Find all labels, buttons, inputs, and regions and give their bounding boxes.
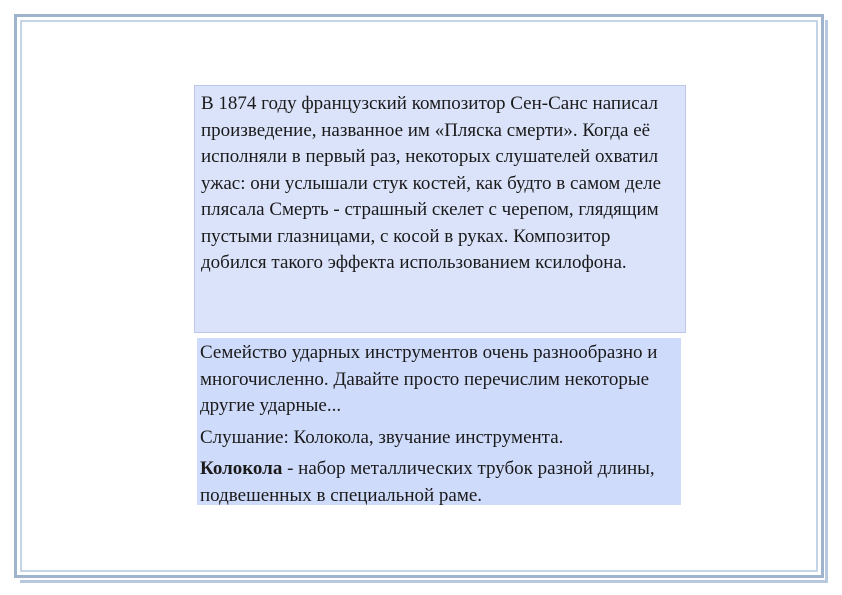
text-box-intro bbox=[194, 85, 686, 333]
paragraph-listening: Слушание: Колокола, звучание инструмента. bbox=[200, 426, 564, 448]
bells-definition: - набор металлических трубок разной длины, подвешенных в специальной раме. bbox=[200, 458, 655, 506]
bells-term: Колокола bbox=[200, 458, 283, 479]
paragraph-saint-saens: В 1874 году французский композитор Сен-Санс написал произведение, названное им «Пляска смерти». Когда её исполняли в первый раз, некоторых слушателей охватил ужас: они услышали стук костей, как будто в самом деле плясала Смерть - страшный скелет с черепом, глядящим пустыми глазницами, с косой в руках. Композитор добился такого эффекта использованием ксилофона. bbox=[201, 93, 662, 273]
text-box-percussion bbox=[197, 338, 681, 505]
paragraph-bells bbox=[200, 456, 673, 509]
paragraph-percussion-family: Семейство ударных инструментов очень разнообразно и многочисленно. Давайте просто перечислим некоторые другие ударные... bbox=[200, 342, 658, 416]
